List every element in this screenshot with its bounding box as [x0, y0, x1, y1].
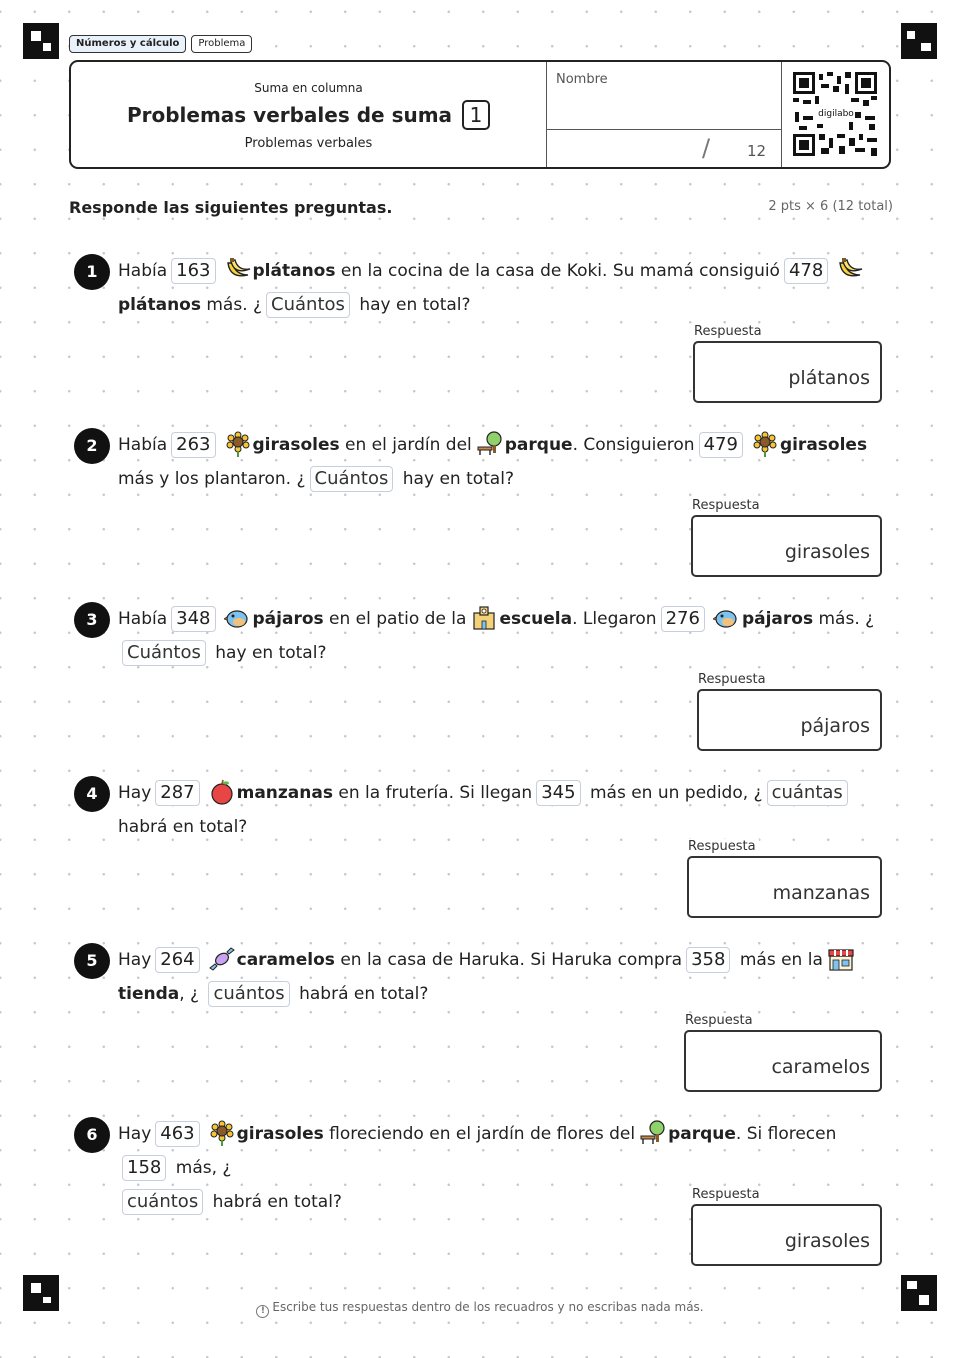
score-total: 12 — [747, 142, 767, 160]
number-box: 358 — [686, 947, 730, 973]
number-box: 478 — [784, 258, 828, 284]
worksheet-title-text: Problemas verbales de suma — [126, 103, 453, 127]
number-box: 287 — [155, 780, 199, 806]
number-box: 163 — [171, 258, 215, 284]
score-slash: / — [702, 134, 711, 162]
corner-marker-top-left — [23, 23, 59, 59]
number-box: 158 — [122, 1155, 166, 1181]
question-number: 5 — [74, 943, 110, 979]
number-box: 276 — [661, 606, 705, 632]
answer-box-1[interactable] — [693, 341, 882, 403]
answer-label: Respuesta — [685, 1013, 756, 1028]
answer-label: Respuesta — [694, 324, 765, 339]
number-box: 264 — [155, 947, 199, 973]
bird-icon — [713, 605, 741, 631]
question-text: Hay 264 caramelos en la casa de Haruka. Si Haruka compra 358 más en latienda, ¿ cuántos habrá en total? — [118, 943, 886, 1011]
ask-box: cuántos — [208, 981, 289, 1007]
question-number: 1 — [74, 254, 110, 290]
park-icon — [476, 431, 504, 457]
question-text: Hay 287 manzanas en la frutería. Si llegan 345 más en un pedido, ¿ cuántas habrá en total? — [118, 776, 886, 844]
worksheet-title — [71, 100, 546, 130]
answer-unit: plátanos — [788, 367, 870, 389]
number-box: 479 — [699, 432, 743, 458]
banana-icon — [836, 257, 864, 283]
qr-code — [793, 72, 877, 156]
sunflower-icon — [224, 431, 252, 457]
sunflower-icon — [208, 1120, 236, 1146]
answer-unit: girasoles — [784, 1230, 870, 1252]
bird-icon — [224, 605, 252, 631]
worksheet-header — [69, 60, 891, 169]
worksheet-number: 1 — [462, 100, 490, 130]
answer-label: Respuesta — [698, 672, 769, 687]
footer-note — [0, 1300, 960, 1318]
shop-icon — [827, 946, 855, 972]
answer-unit: girasoles — [784, 541, 870, 563]
banana-icon — [224, 257, 252, 283]
answer-box-3[interactable] — [697, 689, 882, 751]
qr-code-icon — [793, 72, 877, 156]
title-area — [71, 62, 546, 167]
ask-box: Cuántos — [266, 292, 350, 318]
answer-label: Respuesta — [692, 1187, 763, 1202]
apple-icon — [208, 779, 236, 805]
answer-unit: manzanas — [772, 882, 870, 904]
question-text: Hay 463 girasoles floreciendo en el jardín de flores del parque. Si florecen158 más, ¿ cuántos habrá en total? — [118, 1117, 886, 1219]
tag-bar — [69, 35, 252, 53]
number-box: 345 — [536, 780, 580, 806]
name-label: Nombre — [556, 72, 608, 87]
number-box: 348 — [171, 606, 215, 632]
answer-box-2[interactable] — [691, 515, 882, 577]
question-text: Había 263 girasoles en el jardín del parque. Consiguieron 479 girasoles más y los plantaron. ¿ Cuántos hay en total? — [118, 428, 886, 496]
answer-label: Respuesta — [688, 839, 759, 854]
name-divider — [547, 129, 781, 130]
question-number: 3 — [74, 602, 110, 638]
ask-box: Cuántos — [310, 466, 394, 492]
answer-box-4[interactable] — [687, 856, 882, 918]
footer-text: Escribe tus respuestas dentro de los recuadros y no escribas nada más. — [272, 1300, 704, 1314]
question-number: 6 — [74, 1117, 110, 1153]
answer-label: Respuesta — [692, 498, 763, 513]
candy-icon — [208, 946, 236, 972]
info-icon: ! — [256, 1305, 269, 1318]
instructions: Responde las siguientes preguntas. — [69, 198, 396, 217]
number-box: 463 — [155, 1121, 199, 1147]
category-tag: Números y cálculo — [69, 35, 186, 53]
number-box: 263 — [171, 432, 215, 458]
park-icon — [639, 1120, 667, 1146]
ask-box: cuántas — [767, 780, 848, 806]
ask-box: cuántos — [122, 1189, 203, 1215]
question-number: 2 — [74, 428, 110, 464]
name-score-area[interactable] — [546, 62, 782, 167]
question-text: Había 348 pájaros en el patio de la escuela. Llegaron 276 pájaros más. ¿Cuántos hay en total? — [118, 602, 886, 670]
type-tag: Problema — [191, 35, 252, 53]
worksheet-subtitle-top: Suma en columna — [254, 81, 363, 95]
school-icon — [470, 605, 498, 631]
answer-unit: pájaros — [800, 715, 870, 737]
answer-unit: caramelos — [771, 1056, 870, 1078]
qr-brand-text: digilabo — [818, 109, 854, 119]
corner-marker-top-right — [901, 23, 937, 59]
worksheet-subtitle-bottom: Problemas verbales — [244, 136, 373, 151]
question-number: 4 — [74, 776, 110, 812]
sunflower-icon — [751, 431, 779, 457]
ask-box: Cuántos — [122, 640, 206, 666]
answer-box-6[interactable] — [691, 1204, 882, 1266]
points-info: 2 pts × 6 (12 total) — [768, 199, 893, 214]
answer-box-5[interactable] — [684, 1030, 882, 1092]
question-text: Había 163 plátanos en la cocina de la casa de Koki. Su mamá consiguió 478plátanos más. ¿ Cuántos hay en total? — [118, 254, 886, 322]
